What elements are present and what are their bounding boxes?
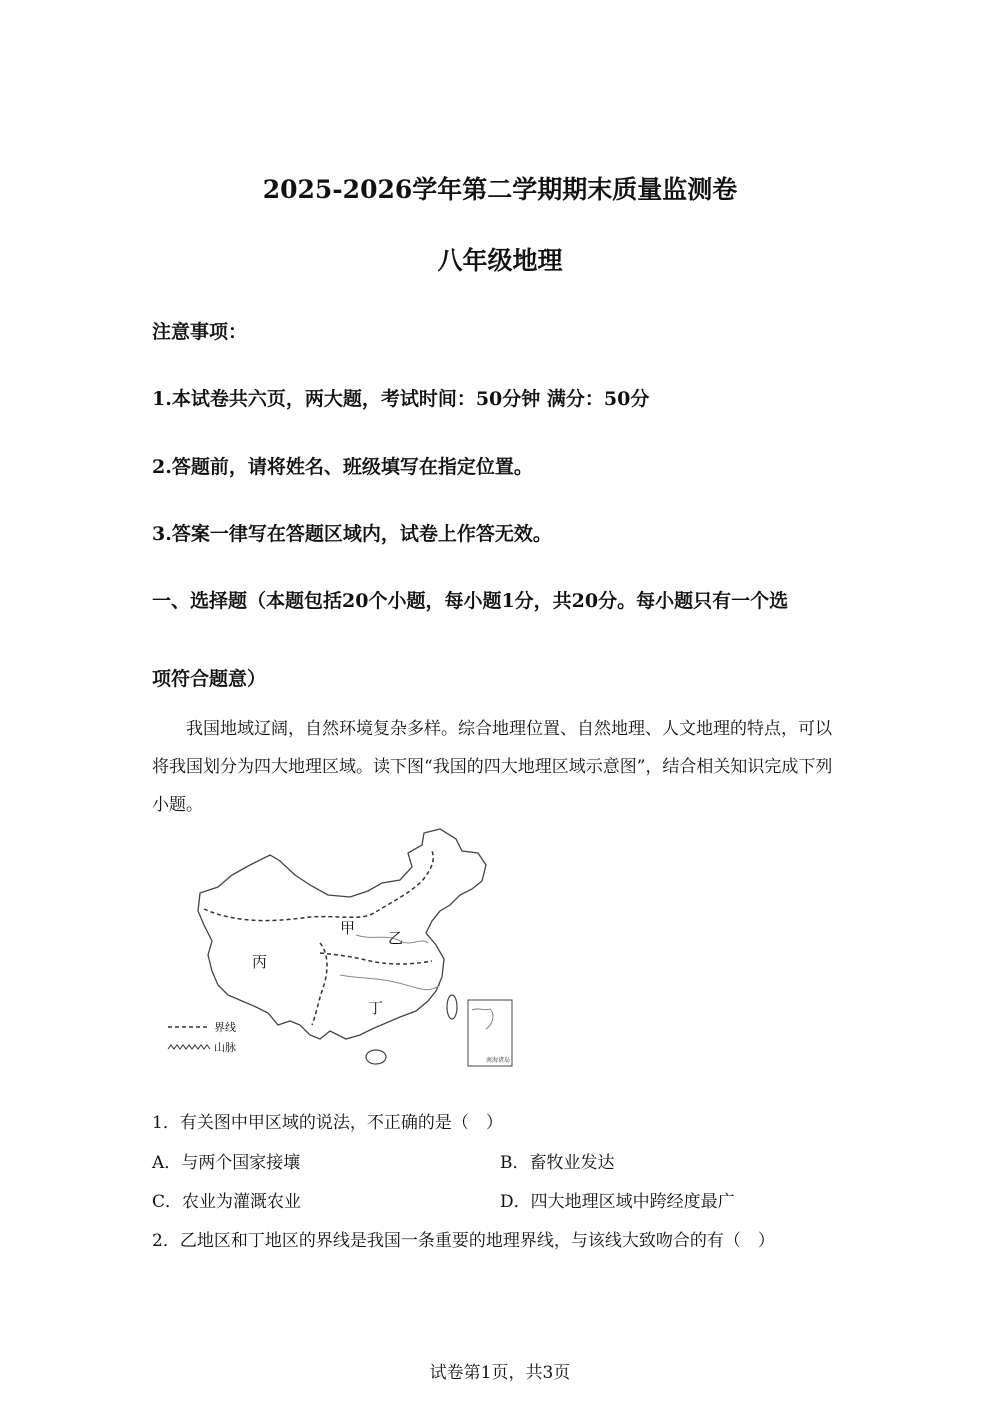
question-1-stem: 1．有关图中甲区域的说法，不正确的是（ ） <box>152 1113 503 1133</box>
notice-item-1: 1.本试卷共六页，两大题，考试时间：50分钟 满分：50分 <box>152 388 650 410</box>
taiwan-island <box>447 995 457 1019</box>
region-label-ding: 丁 <box>368 999 384 1017</box>
question-1-option-b: B．畜牧业发达 <box>500 1153 615 1173</box>
legend-mountain-icon <box>168 1045 210 1049</box>
river-line <box>340 975 440 990</box>
notice-item-2: 2.答题前，请将姓名、班级填写在指定位置。 <box>152 456 533 478</box>
section-heading-line2: 项符合题意） <box>152 668 267 690</box>
china-regions-map <box>160 825 530 1070</box>
question-1-option-d: D．四大地理区域中跨经度最广 <box>500 1192 735 1212</box>
question-2-stem: 2．乙地区和丁地区的界线是我国一条重要的地理界线，与该线大致吻合的有（ ） <box>152 1231 775 1251</box>
boundary-line-west <box>312 943 327 1025</box>
region-label-jia: 甲 <box>340 919 356 937</box>
region-label-yi: 乙 <box>388 929 404 947</box>
question-1-option-c: C．农业为灌溉农业 <box>152 1192 302 1212</box>
boundary-line-north <box>204 851 433 921</box>
legend-boundary-label: 界线 <box>214 1021 236 1034</box>
question-1-option-a: A．与两个国家接壤 <box>152 1153 301 1173</box>
region-label-bing: 丙 <box>252 953 268 971</box>
hainan-island <box>366 1050 386 1064</box>
inset-label: 南海诸岛 <box>486 1057 511 1064</box>
intro-paragraph: 我国地域辽阔，自然环境复杂多样。综合地理位置、自然地理、人文地理的特点，可以将我国划分为四大地理区域。读下图“我国的四大地理区域示意图”，结合相关知识完成下列小题。 <box>152 719 833 815</box>
notice-item-3: 3.答案一律写在答题区域内，试卷上作答无效。 <box>152 523 552 545</box>
page-title: 2025-2026学年第二学期期末质量监测卷 <box>262 175 738 204</box>
page-subtitle: 八年级地理 <box>437 246 563 275</box>
inset-coast <box>472 1009 493 1029</box>
page-footer: 试卷第1页，共3页 <box>429 1363 571 1383</box>
boundary-line-qinling <box>320 953 432 964</box>
legend-mountain-label: 山脉 <box>214 1041 236 1054</box>
notice-heading: 注意事项： <box>152 321 248 343</box>
section-heading-line1: 一、选择题（本题包括20个小题，每小题1分，共20分。每小题只有一个选 <box>152 590 789 612</box>
